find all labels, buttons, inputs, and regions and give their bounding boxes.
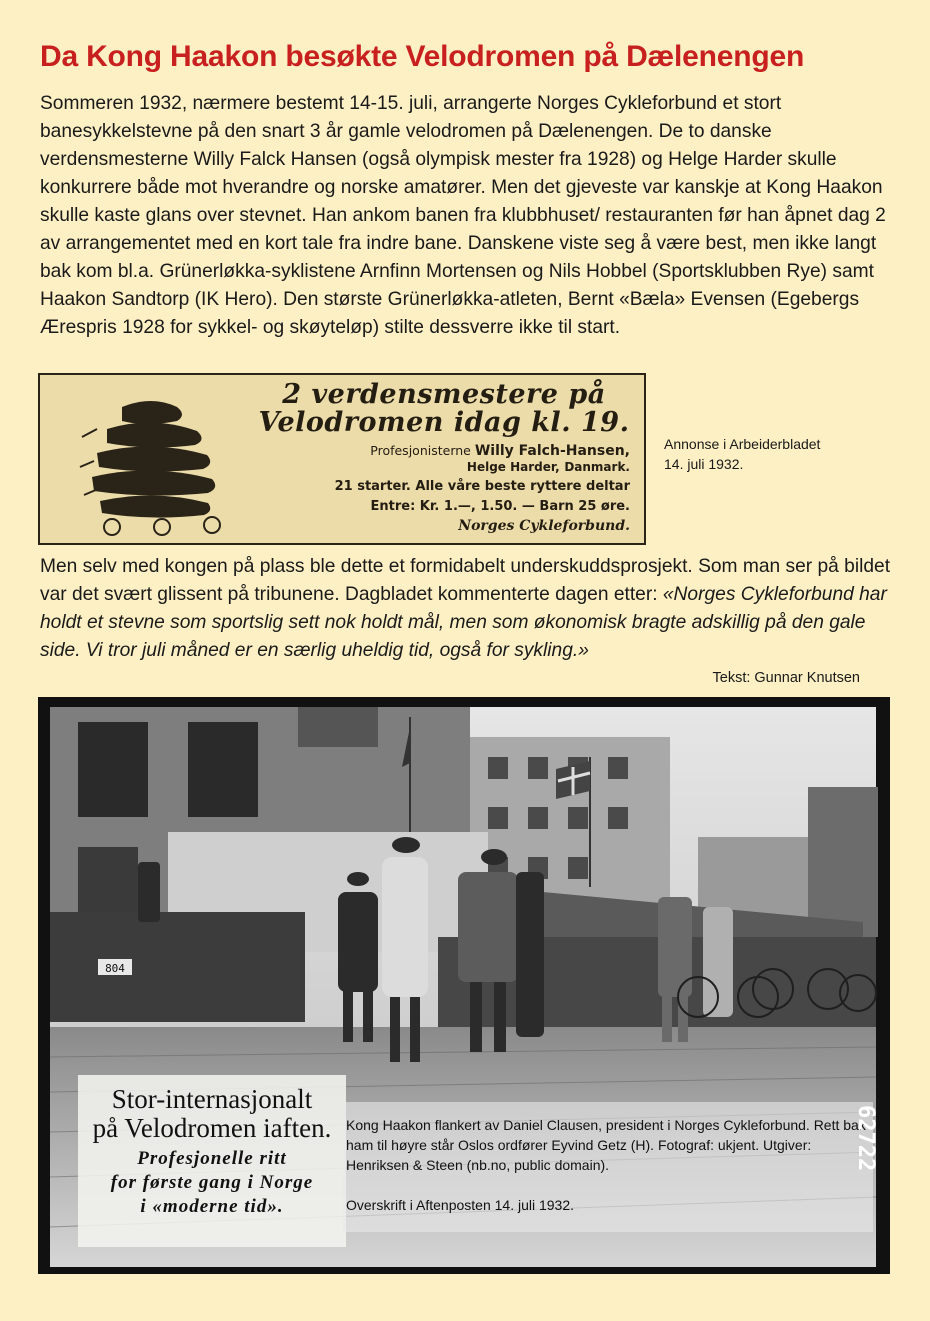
dagbladet-quote: «Norges Cykleforbund har holdt et stevne som sportslig sett nok holdt mål, men som økonomisk bragte adskillig på den gale side. Vi tror juli måned er en særlig uheldig tid, også for sykling.» [40, 584, 887, 661]
clipping-headline-line2: på Velodromen iaften. [92, 1113, 332, 1143]
ad-prof-name: Willy Falch-Hansen, [474, 443, 630, 459]
cyclists-illustration-icon [52, 387, 262, 537]
ad-harder-country: Danmark. [564, 460, 630, 474]
ad-starts: 21 starter. Alle våre beste ryttere deltar [334, 479, 630, 494]
author-credit: Tekst: Gunnar Knutsen [712, 670, 860, 686]
clipping-sub-line2: for første gang i Norge [110, 1172, 314, 1193]
ad-caption [664, 434, 904, 474]
ad-harder [467, 459, 630, 475]
ad-headline [245, 381, 643, 437]
newspaper-advertisement [38, 373, 646, 545]
ad-caption-line2: 14. juli 1932. [664, 456, 744, 472]
negative-number: 62722 [853, 1105, 878, 1172]
clipping-source: Overskrift i Aftenposten 14. juli 1932. [346, 1197, 575, 1213]
ad-professionals [370, 443, 630, 459]
ad-harder-name: Helge Harder, [466, 460, 560, 474]
para2-text: Men selv med kongen på plass ble dette et formidabelt underskuddsprosjekt. Som man ser på bildet var det svært glissent på tribunene. Dagbladet kommenterte dagen etter: [40, 556, 891, 605]
ad-headline-line1: 2 verdensmestere på [282, 379, 606, 410]
photo-caption [346, 1115, 866, 1215]
ad-prof-prefix: Profesjonisterne [370, 443, 471, 458]
ad-organizer: Norges Cykleforbund. [458, 518, 630, 534]
second-paragraph [40, 553, 900, 665]
track-sign: 804 [105, 962, 125, 975]
clipping-sub-line1: Profesjonelle ritt [137, 1148, 287, 1169]
clipping-sub-line3: i «moderne tid». [140, 1196, 284, 1217]
photo-caption-text: Kong Haakon flankert av Daniel Clausen, president i Norges Cykleforbund. Rett bak ham til høyre står Oslos ordfører Eyvind Getz (H). Fotograf: ukjent. Utgiver: Henriksen & Steen (nb.no, public domain). [346, 1117, 866, 1173]
ad-caption-line1: Annonse i Arbeiderbladet [664, 436, 821, 452]
clipping-headline-line1: Stor-internasjonalt [111, 1084, 313, 1114]
intro-paragraph: Sommeren 1932, nærmere bestemt 14-15. juli, arrangerte Norges Cykleforbund et stort banesykkelstevne på den snart 3 år gamle velodromen på Dælenengen. De to danske verdensmesterne Willy Falck Hansen (også olympisk mester fra 1928) og Helge Harder skulle konkurrere både mot hverandre og norske amatører. Men det gjeveste var kanskje at Kong Haakon skulle kaste glans over stevnet. Han ankom banen fra klubbhuset/ restauranten før han åpnet dag 2 av arrangementet med en kort tale fra indre bane. Danskene viste seg å være best, men ikke langt bak kom bl.a. Grünerløkka-syklistene Arnfinn Mortensen og Nils Hobbel (Sportsklubben Rye) samt Haakon Sandtorp (IK Hero). Den største Grünerløkka-atleten, Bernt «Bæla» Evensen (Egebergs Ærespris 1928 for sykkel- og skøyteløp) stilte dessverre ikke til start. [40, 93, 886, 338]
ad-entry-prices: Entre: Kr. 1.—, 1.50. — Barn 25 øre. [370, 499, 630, 514]
historical-photo [38, 697, 890, 1274]
ad-headline-line2: Velodromen idag kl. 19. [258, 407, 630, 438]
page-title: Da Kong Haakon besøkte Velodromen på Dælenengen [40, 40, 805, 73]
aftenposten-clipping [82, 1085, 342, 1219]
